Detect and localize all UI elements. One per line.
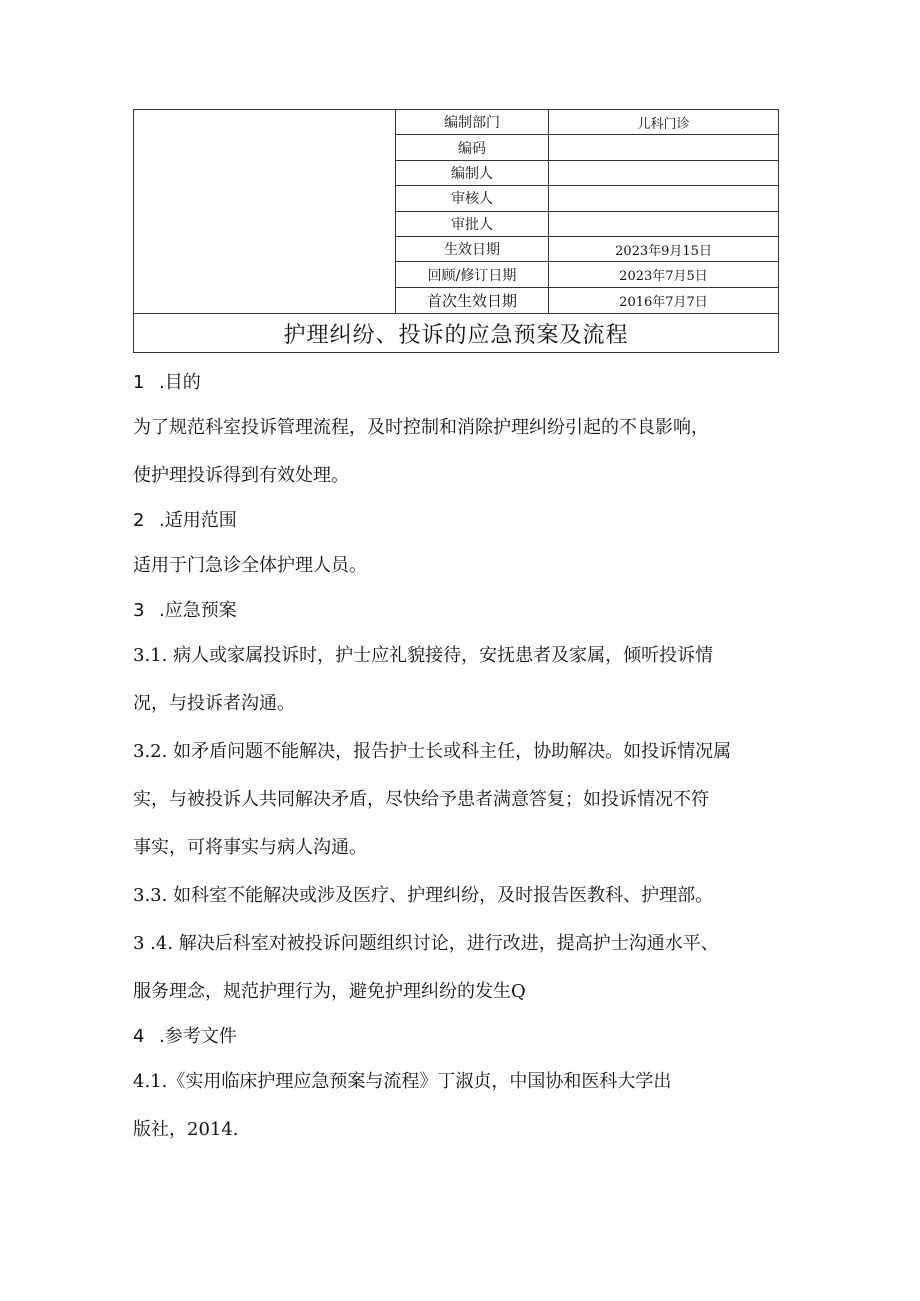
paragraph-line: 3 .4. 解决后科室对被投诉问题组织讨论，进行改进，提高护士沟通水平、 (133, 933, 719, 954)
section-heading-purpose (133, 368, 793, 398)
header-value: 2023年9月15日 (615, 243, 712, 259)
section-heading-references (133, 1022, 793, 1052)
header-value (549, 186, 778, 210)
paragraph-line: 况，与投诉者沟通。 (133, 693, 295, 714)
section-heading-emergency-plan (133, 596, 793, 626)
paragraph-line: 适用于门急诊全体护理人员。 (133, 555, 367, 576)
header-label: 审批人 (396, 212, 549, 236)
header-row-code (396, 135, 778, 160)
section-title: .应急预案 (159, 600, 237, 621)
paragraph-line: 版社，2014. (133, 1119, 239, 1140)
document-body (133, 368, 793, 1154)
header-row-reviewer (396, 186, 778, 211)
section-heading-scope (133, 506, 793, 536)
section-number: 2 (133, 510, 145, 531)
header-label: 编制部门 (396, 110, 549, 134)
header-label: 编制人 (396, 161, 549, 185)
header-value: 儿科门诊 (637, 116, 690, 132)
paragraph-line: 服务理念，规范护理行为，避免护理纠纷的发生Q (133, 981, 526, 1002)
section-title: .目的 (159, 372, 201, 393)
paragraph-line: 3.1. 病人或家属投诉时，护士应礼貌接待，安抚患者及家属，倾听投诉情 (133, 645, 714, 666)
document-title: 护理纠纷、投诉的应急预案及流程 (134, 313, 778, 353)
header-label: 首次生效日期 (396, 288, 549, 313)
header-value (549, 212, 778, 236)
header-value: 2023年7月5日 (619, 269, 708, 285)
header-label: 编码 (396, 135, 549, 159)
header-row-approver (396, 212, 778, 237)
paragraph-line: 4.1.《实用临床护理应急预案与流程》丁淑贞，中国协和医科大学出 (133, 1071, 672, 1092)
section-number: 1 (133, 372, 145, 393)
header-value (549, 135, 778, 159)
header-row-author (396, 161, 778, 186)
section-title: .适用范围 (159, 510, 237, 531)
header-label: 审核人 (396, 186, 549, 210)
header-row-effective-date (396, 237, 778, 262)
logo-area (134, 110, 396, 313)
document-header-table (133, 109, 779, 353)
header-row-first-effective-date (396, 288, 778, 313)
section-number: 4 (133, 1026, 145, 1047)
paragraph-line: 事实，可将事实与病人沟通。 (133, 837, 367, 858)
header-row-department (396, 110, 778, 135)
paragraph-line: 实，与被投诉人共同解决矛盾，尽快给予患者满意答复；如投诉情况不符 (133, 789, 709, 810)
section-title: .参考文件 (159, 1026, 237, 1047)
section-number: 3 (133, 600, 145, 621)
header-label: 生效日期 (396, 237, 549, 261)
header-info-rows (396, 110, 778, 313)
header-value (549, 161, 778, 185)
paragraph-line: 为了规范科室投诉管理流程，及时控制和消除护理纠纷引起的不良影响， (133, 417, 709, 438)
header-row-revision-date (396, 262, 778, 287)
header-label: 回顾/修订日期 (396, 262, 549, 286)
paragraph-line: 使护理投诉得到有效处理。 (133, 465, 349, 486)
paragraph-line: 3.3. 如科室不能解决或涉及医疗、护理纠纷，及时报告医教科、护理部。 (133, 885, 714, 906)
header-value: 2016年7月7日 (619, 294, 708, 310)
paragraph-line: 3.2. 如矛盾问题不能解决，报告护士长或科主任，协助解决。如投诉情况属 (133, 741, 732, 762)
